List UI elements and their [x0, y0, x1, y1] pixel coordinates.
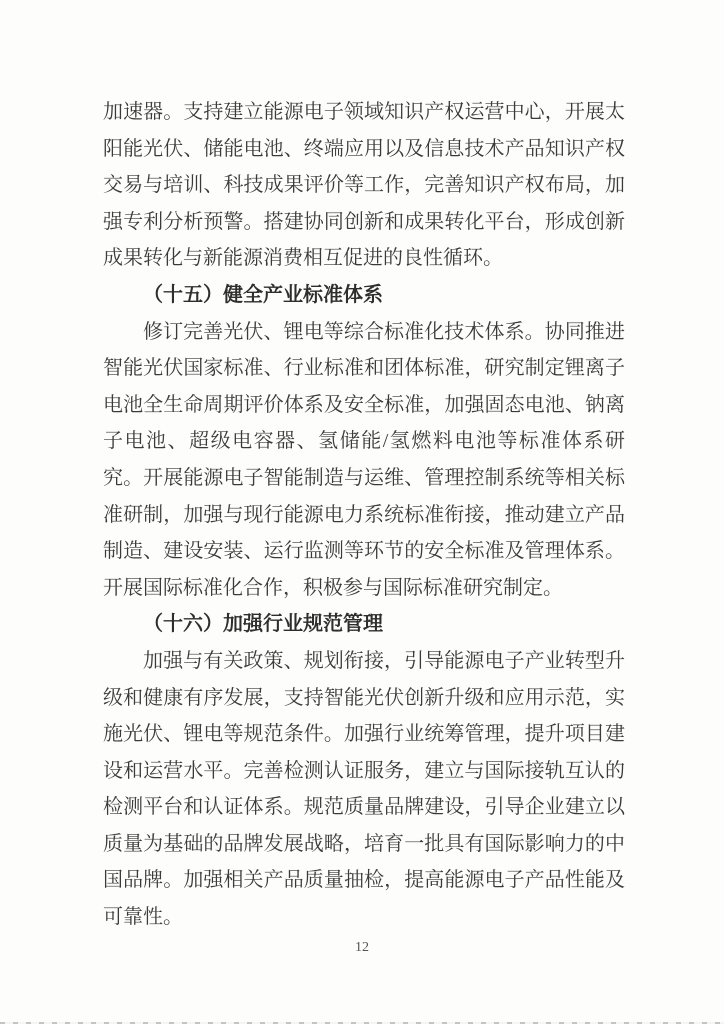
paragraph-ip-innovation-continuation: 加速器。支持建立能源电子领域知识产权运营中心，开展太阳能光伏、储能电池、终端应用以及信息技术产品知识产权交易与培训、科技成果评价等工作，完善知识产权布局，加强专利分析预警。搭建协同创新和成果转化平台，形成创新成果转化与新能源消费相互促进的良性循环。: [103, 101, 625, 270]
section-heading-16-industry-regulation: （十六）加强行业规范管理: [143, 613, 383, 636]
document-body: [103, 94, 625, 936]
paragraph-standards-system: 修订完善光伏、锂电等综合标准化技术体系。协同推进智能光伏国家标准、行业标准和团体标准，研究制定锂离子电池全生命周期评价体系及安全标准，加强固态电池、钠离子电池、超级电容器、氢储能/氢燃料电池等标准体系研究。开展能源电子智能制造与运维、管理控制系统等相关标准研制，加强与现行能源电力系统标准衔接，推动建立产品制造、建设安装、运行监测等环节的安全标准及管理体系。开展国际标准化合作，积极参与国际标准研究制定。: [103, 320, 625, 599]
paragraph-industry-regulation: 加强与有关政策、规划衔接，引导能源电子产业转型升级和健康有序发展，支持智能光伏创新升级和应用示范，实施光伏、锂电等规范条件。加强行业统筹管理，提升项目建设和运营水平。完善检测认证服务，建立与国际接轨互认的检测平台和认证体系。规范质量品牌建设，引导企业建立以质量为基础的品牌发展战略，培育一批具有国际影响力的中国品牌。加强相关产品质量抽检，提高能源电子产品性能及可靠性。: [103, 649, 625, 929]
section-heading-15-industry-standards: （十五）健全产业标准体系: [143, 283, 383, 306]
page-number: 12: [355, 940, 369, 955]
